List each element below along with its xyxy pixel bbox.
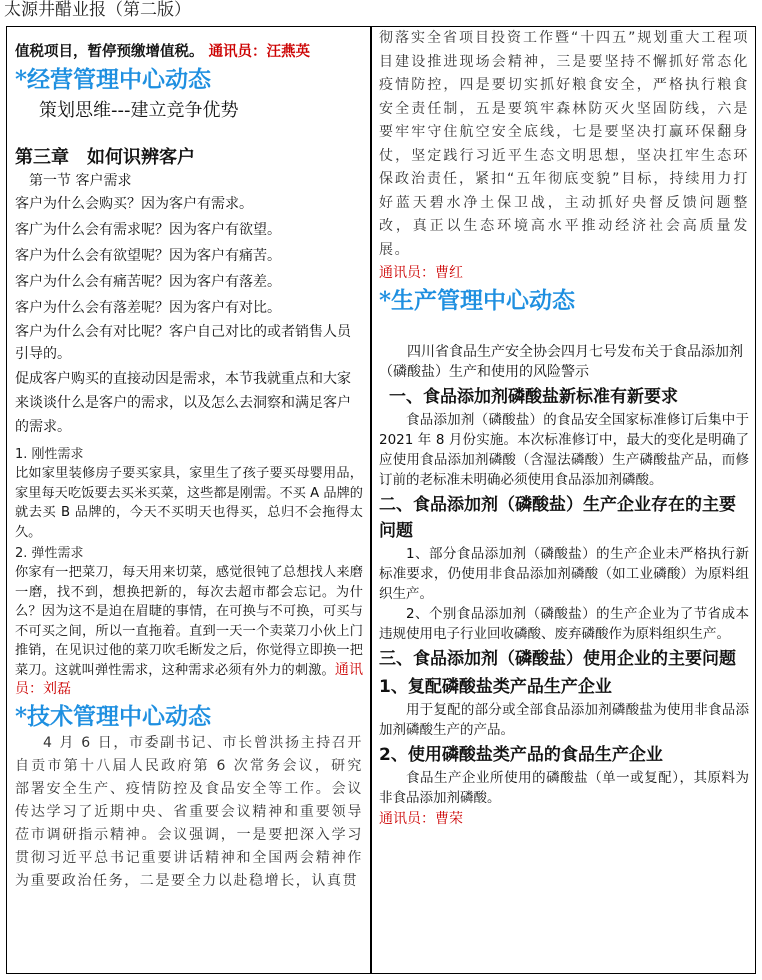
qa-line: 客户为什么会有痛苦呢？因为客户有落差。	[15, 274, 281, 290]
elastic-reporter: 通讯员：刘磊	[15, 661, 363, 697]
qa-line: 客户为什么会购买？因为客户有需求。	[15, 196, 253, 212]
heading-two-point-2: 2、个别食品添加剂（磷酸盐）的生产企业为了节省成本违规使用电子行业回收磷酸、废弃磷酸作为原料组织生产。	[379, 606, 749, 642]
qa-line: 客广为什么会有需求呢？因为客户有欲望。	[15, 222, 281, 238]
left-column	[15, 27, 363, 973]
subheading-one: 1、复配磷酸盐类产品生产企业	[379, 677, 612, 697]
subheading-two-body: 食品生产企业所使用的磷酸盐（单一或复配），其原料为非食品添加剂磷酸。	[379, 770, 749, 806]
lead-reporter: 通讯员：汪燕英	[208, 44, 311, 60]
right-column	[379, 27, 749, 973]
qa-line: 客户为什么会有对比呢？客户自己对比的或者销售人员引导的。	[15, 324, 351, 362]
lead-text: 值税项目，暂停预缴增值税。	[15, 44, 204, 60]
business-section-title: *经营管理中心动态	[15, 66, 212, 93]
elastic-demand-text: 你家有一把菜刀，每天用来切菜，感觉很钝了总想找人来磨一磨，找不到，想换把新的，每次去超市都会忘记。为什么？因为这不是迫在眉睫的事情，在可换与不可换，可买与不可买之间，所以一直拖着。直到一天一个卖菜刀小伙上门推销，在见识过他的菜刀吹毛断发之后，你觉得立即换一把菜刀。这就叫弹性需求，这种需求必须有外力的刺激。	[15, 565, 363, 678]
rigid-demand-body: 比如家里装修房子要买家具，家里生了孩子要买母婴用品，家里每天吃饭要去买米买菜，这些都是刚需。不买 A 品牌的就去买 B 品牌的，今天不买明天也得买，总归不会拖得太久。	[15, 466, 363, 540]
subheading-one-body: 用于复配的部分或全部食品添加剂磷酸盐为使用非食品添加剂磷酸生产的产品。	[379, 702, 749, 738]
bottom-reporter: 通讯员：曹荣	[379, 811, 463, 827]
qa-line: 客户为什么会有欲望呢？因为客户有痛苦。	[15, 248, 281, 264]
risk-notice: 四川省食品生产安全协会四月七号发布关于食品添加剂（磷酸盐）生产和使用的风险警示	[379, 344, 743, 380]
subheading-two: 2、使用磷酸盐类产品的食品生产企业	[379, 745, 663, 765]
top-reporter: 通讯员：曹红	[379, 265, 463, 281]
heading-one: 一、食品添加剂磷酸盐新标准有新要求	[389, 387, 678, 407]
tech-section-title: *技术管理中心动态	[15, 702, 212, 730]
intro-paragraph: 促成客户购买的直接动因是需求，本节我就重点和大家来谈谈什么是客户的需求，以及怎么去洞察和满足客户的需求。	[15, 371, 351, 435]
rigid-demand-heading: 1. 刚性需求	[15, 447, 84, 462]
elastic-demand-heading: 2. 弹性需求	[15, 546, 84, 561]
heading-two: 二、食品添加剂（磷酸盐）生产企业存在的主要问题	[379, 495, 736, 541]
column-divider	[370, 27, 372, 973]
tech-body: 4 月 6 日，市委副书记、市长曾洪扬主持召开自贡市第十八届人民政府第 6 次常务会议，研究部署安全生产、疫情防控及食品安全等工作。会议传达学习了近期中央、省重要会议精神和重要领导莅市调研指示精神。会议强调，一是要把深入学习贯彻习近平总书记重要讲话精神和全国两会精神作为重要政治任务，二是要全力以赴稳增长，认真贯	[15, 734, 363, 889]
lead-line	[15, 41, 363, 63]
heading-three: 三、食品添加剂（磷酸盐）使用企业的主要问题	[379, 649, 736, 669]
continued-news-body: 彻落实全省项目投资工作暨“十四五”规划重大工程项目建设推进现场会精神，三是要坚持不懈抓好常态化疫情防控，四是要切实抓好粮食安全，严格执行粮食安全责任制，五是要筑牢森林防灭火坚固防线，六是要牢牢守住航空安全底线，七是要坚决打赢环保翻身仗，坚定践行习近平生态文明思想，坚决扛牢生态环保政治责任，紧扣“五年彻底变貌”目标，持续用力打好蓝天碧水净土保卫战，主动抓好央督反馈问题整改，真正以生态环境高水平推动经济社会高质量发展。	[379, 30, 749, 258]
section-title: 第一节 客户需求	[29, 173, 132, 189]
heading-one-body: 食品添加剂（磷酸盐）的食品安全国家标准修订后集中于 2021 年 8 月份实施。本次标准修订中，最大的变化是明确了应使用食品添加剂磷酸（含湿法磷酸）生产磷酸盐产品，而修订前的老标准未明确必须使用食品添加剂磷酸。	[379, 412, 749, 488]
heading-two-point-1: 1、部分食品添加剂（磷酸盐）的生产企业未严格执行新标准要求，仍使用非食品添加剂磷酸（如工业磷酸）为原料组织生产。	[379, 546, 749, 602]
production-section-title: *生产管理中心动态	[379, 287, 576, 314]
business-subtitle: 策划思维---建立竞争优势	[39, 100, 239, 121]
page-frame	[6, 26, 756, 974]
newspaper-header: 太源井醋业报（第二版）	[4, 0, 191, 20]
qa-line: 客户为什么会有落差呢？因为客户有对比。	[15, 300, 281, 316]
chapter-title: 第三章 如何识辨客户	[15, 147, 195, 168]
elastic-demand-body	[15, 563, 363, 700]
